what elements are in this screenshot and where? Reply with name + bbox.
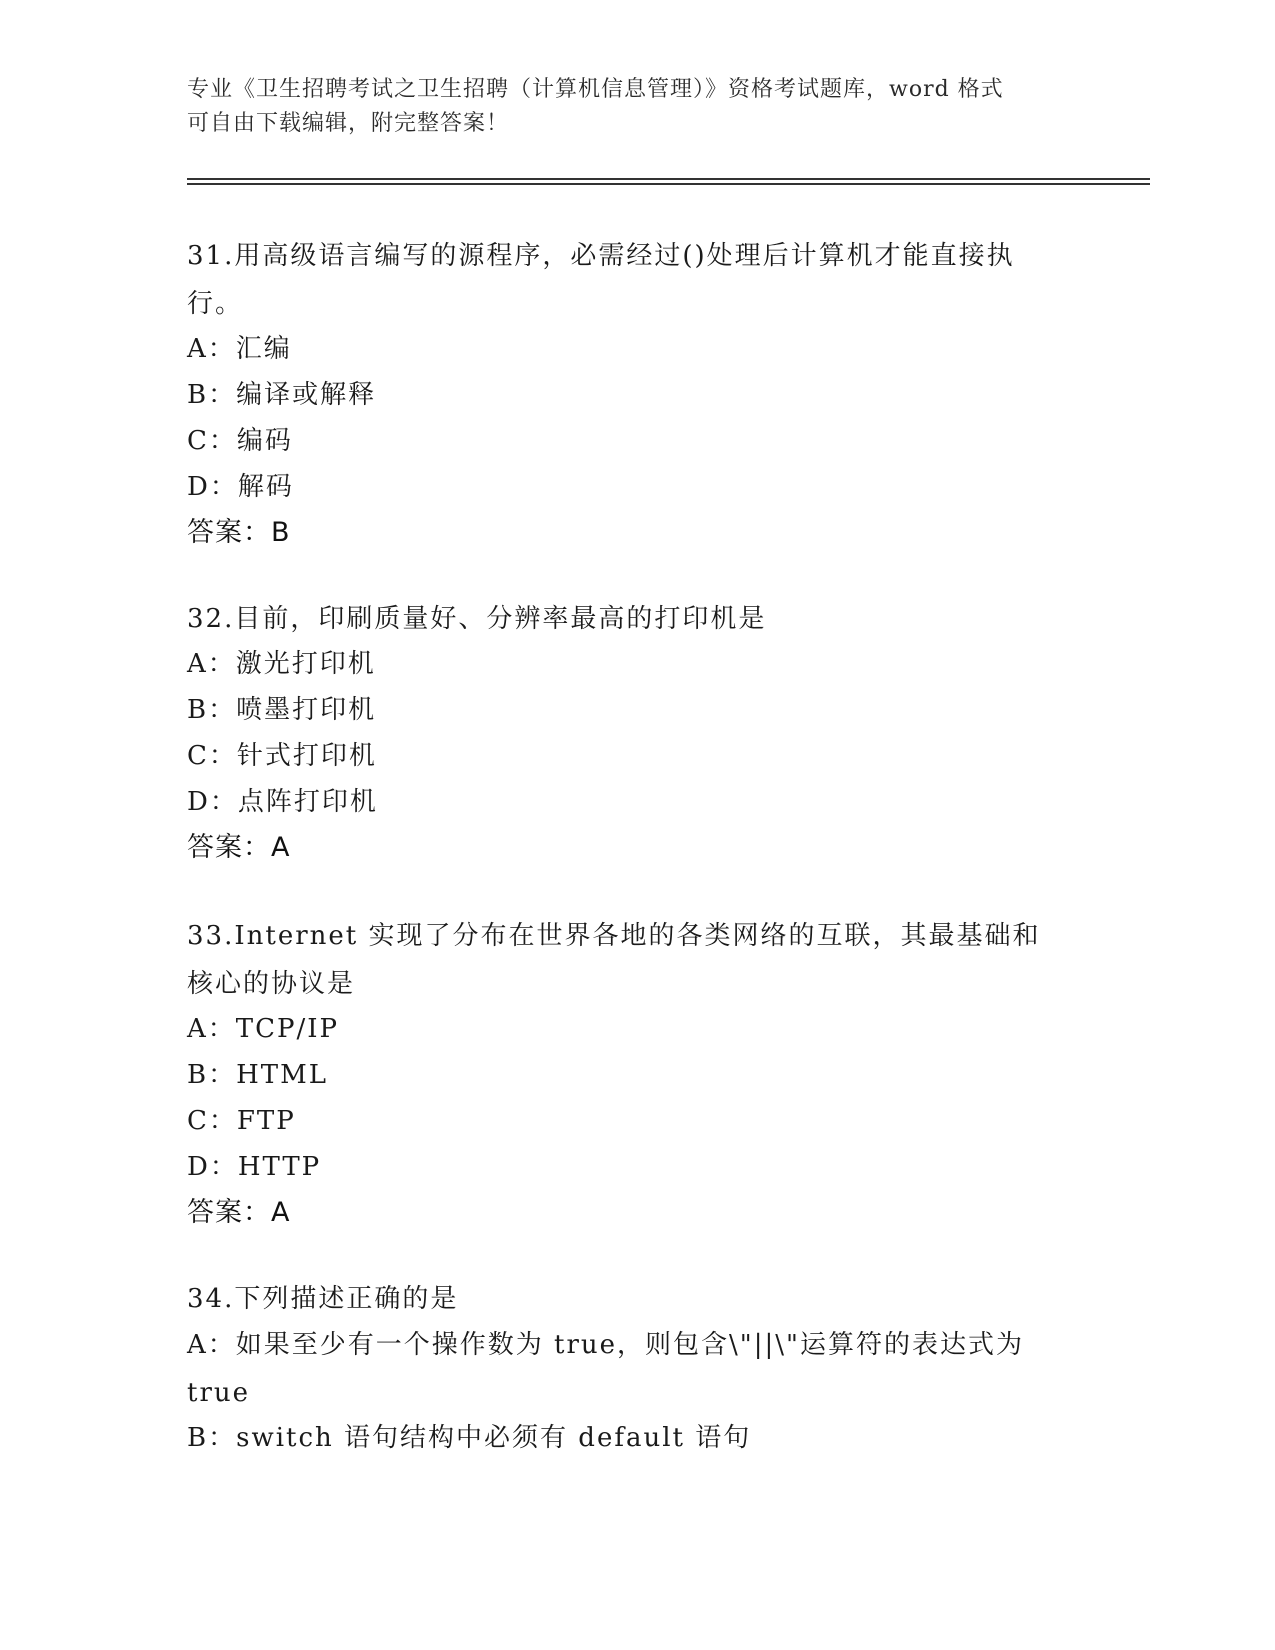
option-d: D：解码 (187, 472, 294, 502)
option-b: B：喷墨打印机 (187, 695, 377, 725)
option-a: A：TCP/IP (187, 1014, 340, 1044)
option-d: D：HTTP (187, 1152, 322, 1182)
option-a: A：如果至少有一个操作数为 true，则包含\"||\"运算符的表达式为 true (187, 1330, 1025, 1408)
answer-label: 答案：A (187, 832, 291, 863)
option-b: B：HTML (187, 1060, 329, 1090)
option-c: C：针式打印机 (187, 741, 377, 771)
answer-label: 答案：B (187, 517, 291, 548)
question-31 (187, 232, 1087, 556)
question-text: 32.目前，印刷质量好、分辨率最高的打印机是 (187, 604, 767, 634)
option-a: A：汇编 (187, 334, 292, 364)
question-text: 33.Internet 实现了分布在世界各地的各类网络的互联，其最基础和核心的协议是 (187, 921, 1041, 999)
option-b: B：switch 语句结构中必须有 default 语句 (187, 1423, 752, 1453)
question-33 (187, 912, 1087, 1236)
header-divider-top (187, 178, 1150, 180)
question-text: 34.下列描述正确的是 (187, 1284, 459, 1314)
header-line-2: 可自由下载编辑，附完整答案！ (187, 111, 510, 136)
question-32 (187, 595, 1087, 871)
header-line-1: 专业《卫生招聘考试之卫生招聘（计算机信息管理）》资格考试题库，word 格式 (187, 77, 1004, 102)
header-divider-bottom (187, 183, 1150, 185)
option-c: C：编码 (187, 426, 293, 456)
option-a: A：激光打印机 (187, 649, 376, 679)
question-text: 31.用高级语言编写的源程序，必需经过()处理后计算机才能直接执行。 (187, 241, 1015, 319)
document-header (187, 73, 1087, 141)
option-b: B：编译或解释 (187, 380, 377, 410)
option-c: C：FTP (187, 1106, 296, 1136)
option-d: D：点阵打印机 (187, 787, 378, 817)
question-34 (187, 1275, 1087, 1461)
answer-label: 答案：A (187, 1197, 291, 1228)
